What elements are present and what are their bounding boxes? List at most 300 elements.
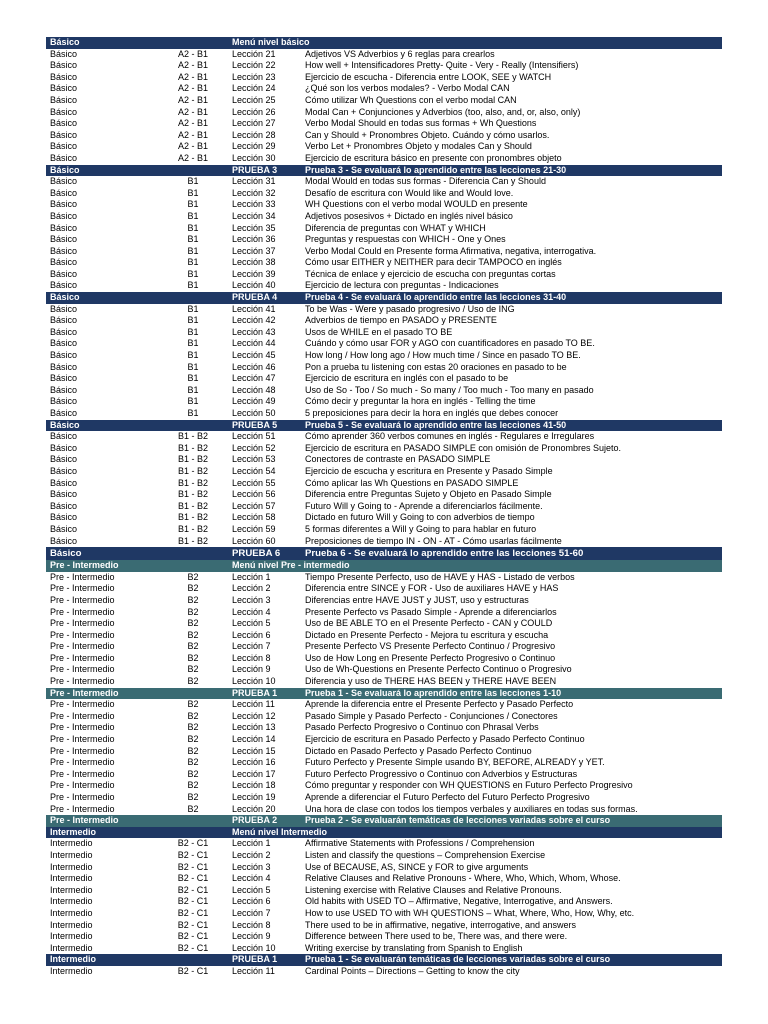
cefr-cell [158, 560, 228, 572]
level-cell: Intermedio [50, 907, 93, 918]
cefr-cell: B2 - C1 [177, 907, 209, 918]
topic-cell: Uso de BE ABLE TO en el Presente Perfecto - CAN y COULD [305, 618, 553, 629]
topic-cell: Diferencias entre HAVE JUST y JUST, uso y estructuras [305, 594, 529, 605]
lesson-cell: Lección 9 [232, 664, 271, 675]
lesson-cell: Lección 6 [232, 629, 271, 640]
table-row [46, 83, 722, 95]
lesson-cell: Lección 10 [232, 676, 276, 687]
topic-cell: Writing exercise by translating from Spanish to English [305, 942, 523, 953]
level-cell: Intermedio [50, 965, 93, 976]
lesson-cell: Lección 6 [232, 896, 271, 907]
level-cell: Básico [50, 326, 78, 337]
level-cell: Intermedio [50, 919, 93, 930]
cefr-cell: B2 [187, 641, 199, 652]
lesson-cell: Menú nivel básico [232, 37, 310, 47]
section-header-row [46, 547, 722, 560]
level-cell: Básico [50, 315, 78, 326]
table-row [46, 130, 722, 142]
table-row [46, 72, 722, 84]
lesson-cell: Lección 32 [232, 187, 276, 198]
level-cell: Básico [50, 384, 78, 395]
lesson-cell: Lección 41 [232, 303, 276, 314]
table-row [46, 385, 722, 397]
table-row [46, 734, 722, 746]
table-row [46, 478, 722, 490]
topic-cell: Ejercicio de escritura en inglés con el pasado to be [305, 373, 509, 384]
level-cell: Pre - Intermedio [50, 687, 119, 698]
topic-cell: Uso de Wh-Questions en Presente Perfecto Continuo o Progresivo [305, 664, 572, 675]
level-cell: Básico [50, 454, 78, 465]
cefr-cell [158, 954, 228, 966]
level-cell: Pre - Intermedio [50, 722, 115, 733]
lesson-cell: Lección 58 [232, 512, 276, 523]
topic-cell: To be Was - Were y pasado progresivo / Uso de ING [305, 303, 515, 314]
level-cell: Pre - Intermedio [50, 571, 115, 582]
level-cell: Básico [50, 48, 78, 59]
lesson-cell: Lección 42 [232, 315, 276, 326]
topic-cell: Can y Should + Pronombres Objeto. Cuándo y cómo usarlos. [305, 129, 550, 140]
topic-cell: Cómo preguntar y responder con WH QUESTIONS en Futuro Perfecto Progresivo [305, 780, 633, 791]
cefr-cell: B2 [187, 699, 199, 710]
cefr-cell [158, 827, 228, 839]
cefr-cell: A2 - B1 [177, 71, 208, 82]
level-cell: Básico [50, 60, 78, 71]
level-cell: Intermedio [50, 942, 93, 953]
topic-cell: Diferencia entre Preguntas Sujeto y Objeto en Pasado Simple [305, 489, 552, 500]
lesson-cell: Lección 38 [232, 257, 276, 268]
lesson-cell: Lección 33 [232, 199, 276, 210]
topic-cell: Conectores de contraste en PASADO SIMPLE [305, 454, 491, 465]
level-cell: Pre - Intermedio [50, 560, 119, 571]
table-row [46, 595, 722, 607]
cefr-cell: B1 [187, 280, 199, 291]
level-cell: Básico [50, 361, 78, 372]
level-cell: Pre - Intermedio [50, 676, 115, 687]
level-cell: Básico [50, 222, 78, 233]
level-cell: Pre - Intermedio [50, 803, 115, 814]
section-header-row [46, 560, 722, 572]
level-cell: Básico [50, 129, 78, 140]
level-cell: Intermedio [50, 884, 93, 895]
level-cell: Básico [50, 37, 80, 47]
table-row [46, 512, 722, 524]
topic-cell: Una hora de clase con todos los tiempos verbales y auxiliares en todas sus formas. [305, 803, 638, 814]
cefr-cell: B2 [187, 629, 199, 640]
cefr-cell: B2 - C1 [177, 849, 209, 860]
topic-cell: Prueba 4 - Se evaluará lo aprendido entre las lecciones 31-40 [305, 292, 567, 303]
level-cell: Intermedio [50, 849, 93, 860]
cefr-cell: B1 [187, 176, 199, 187]
cefr-cell: B2 [187, 676, 199, 687]
cefr-cell: B2 [187, 757, 199, 768]
cefr-cell: B1 - B2 [177, 442, 208, 453]
topic-cell: Ejercicio de escritura en Pasado Perfecto y Pasado Perfecto Continuo [305, 734, 585, 745]
cefr-cell: B1 [187, 210, 199, 221]
lesson-cell: Lección 7 [232, 907, 271, 918]
lesson-cell: Lección 3 [232, 861, 271, 872]
cefr-cell: B1 [187, 326, 199, 337]
topic-cell: Modal Would en todas sus formas - Diferencia Can y Should [305, 176, 546, 187]
level-cell: Intermedio [50, 954, 97, 965]
table-row [46, 246, 722, 258]
lesson-cell: Lección 5 [232, 884, 271, 895]
level-cell: Pre - Intermedio [50, 792, 115, 802]
table-row [46, 966, 722, 978]
level-cell: Básico [50, 268, 78, 279]
level-cell: Básico [50, 489, 78, 500]
level-cell: Pre - Intermedio [50, 652, 115, 663]
cefr-cell: B2 [187, 803, 199, 814]
table-row [46, 746, 722, 758]
table-row [46, 804, 722, 816]
level-cell: Pre - Intermedio [50, 606, 115, 617]
topic-cell: Listening exercise with Relative Clauses and Relative Pronouns. [305, 884, 562, 895]
level-cell: Pre - Intermedio [50, 618, 115, 629]
level-cell: Básico [50, 465, 78, 476]
table-row [46, 792, 722, 804]
lesson-cell: Lección 53 [232, 454, 276, 465]
topic-cell: Listen and classify the questions – Comprehension Exercise [305, 849, 546, 860]
cefr-cell: B2 [187, 768, 199, 779]
topic-cell: Modal Can + Conjunciones y Adverbios (too, also, and, or, also, only) [305, 106, 581, 117]
topic-cell: Ejercicio de lectura con preguntas - Indicaciones [305, 280, 499, 291]
level-cell: Básico [50, 257, 78, 268]
cefr-cell: B1 [187, 350, 199, 361]
cefr-cell: A2 - B1 [177, 141, 208, 152]
cefr-cell: B1 - B2 [177, 535, 208, 546]
lesson-cell: Lección 1 [232, 838, 271, 849]
course-table [46, 37, 722, 978]
cefr-cell: B2 - C1 [177, 838, 209, 849]
topic-cell: How well + Intensificadores Pretty- Quite - Very - Really (Intensifiers) [305, 60, 579, 71]
topic-cell: Presente Perfecto VS Presente Perfecto Continuo / Progresivo [305, 641, 556, 652]
topic-cell: Aprende la diferencia entre el Presente Perfecto y Pasado Perfecto [305, 699, 574, 710]
table-row [46, 501, 722, 513]
topic-cell: Diferencia y uso de THERE HAS BEEN y THERE HAVE BEEN [305, 676, 557, 687]
cefr-cell: B2 [187, 792, 199, 802]
cefr-cell: B2 - C1 [177, 965, 209, 976]
cefr-cell [158, 688, 228, 700]
level-cell: Básico [50, 373, 78, 384]
lesson-cell: Lección 3 [232, 594, 271, 605]
cefr-cell: B2 [187, 618, 199, 629]
cefr-cell: B1 [187, 257, 199, 268]
cefr-cell: B2 [187, 606, 199, 617]
cefr-cell: B1 [187, 187, 199, 198]
topic-cell: Cómo aplicar las Wh Questions en PASADO SIMPLE [305, 477, 519, 488]
level-cell: Pre - Intermedio [50, 641, 115, 652]
table-row [46, 943, 722, 955]
level-cell: Básico [50, 431, 78, 442]
cefr-cell [158, 420, 228, 432]
cefr-cell: B1 - B2 [177, 500, 208, 511]
section-header-row [46, 815, 722, 827]
table-row [46, 641, 722, 653]
level-cell: Básico [50, 548, 82, 560]
table-row [46, 257, 722, 269]
table-row [46, 920, 722, 932]
lesson-cell: Lección 11 [232, 699, 275, 710]
section-header-row [46, 688, 722, 700]
level-cell: Básico [50, 210, 78, 221]
lesson-cell: Lección 51 [232, 431, 276, 442]
lesson-cell: Lección 46 [232, 361, 276, 372]
table-row [46, 838, 722, 850]
lesson-cell: Lección 5 [232, 618, 271, 629]
cefr-cell: A2 - B1 [177, 83, 208, 94]
level-cell: Básico [50, 164, 80, 175]
lesson-cell: Lección 29 [232, 141, 276, 152]
lesson-cell: PRUEBA 2 [232, 815, 278, 826]
cefr-cell: B1 [187, 361, 199, 372]
section-header-row [46, 954, 722, 966]
cefr-cell [158, 165, 228, 177]
topic-cell: Prueba 5 - Se evaluará lo aprendido entre las lecciones 41-50 [305, 419, 567, 430]
cefr-cell: A2 - B1 [177, 60, 208, 71]
table-row [46, 676, 722, 688]
lesson-cell: Lección 50 [232, 408, 276, 418]
cefr-cell: A2 - B1 [177, 106, 208, 117]
topic-cell: Prueba 1 - Se evaluará lo aprendido entre las lecciones 1-10 [305, 687, 562, 698]
lesson-cell: Lección 26 [232, 106, 276, 117]
table-row [46, 280, 722, 292]
lesson-cell: Lección 21 [232, 48, 276, 59]
table-row [46, 315, 722, 327]
table-row [46, 618, 722, 630]
table-row [46, 443, 722, 455]
table-row [46, 711, 722, 723]
cefr-cell: B2 - C1 [177, 873, 209, 884]
level-cell: Básico [50, 419, 80, 430]
section-header-row [46, 37, 722, 49]
section-header-row [46, 292, 722, 304]
table-row [46, 607, 722, 619]
cefr-cell [158, 37, 228, 49]
table-row [46, 431, 722, 443]
cefr-cell: B2 - C1 [177, 919, 209, 930]
level-cell: Pre - Intermedio [50, 768, 115, 779]
topic-cell: Affirmative Statements with Professions / Comprehension [305, 838, 535, 849]
lesson-cell: Lección 57 [232, 500, 276, 511]
topic-cell: WH Questions con el verbo modal WOULD en presente [305, 199, 528, 210]
lesson-cell: Lección 14 [232, 734, 276, 745]
topic-cell: Usos de WHILE en el pasado TO BE [305, 326, 453, 337]
cefr-cell: A2 - B1 [177, 129, 208, 140]
level-cell: Intermedio [50, 931, 93, 942]
lesson-cell: Lección 8 [232, 919, 271, 930]
lesson-cell: Lección 20 [232, 803, 276, 814]
cefr-cell: B1 [187, 245, 199, 256]
topic-cell: Cómo usar EITHER y NEITHER para decir TAMPOCO en inglés [305, 257, 562, 268]
lesson-cell: Lección 9 [232, 931, 271, 942]
lesson-cell: Lección 44 [232, 338, 276, 349]
table-row [46, 489, 722, 501]
cefr-cell: A2 - B1 [177, 152, 208, 163]
lesson-cell: Menú nivel Pre - intermedio [232, 560, 350, 571]
level-cell: Intermedio [50, 896, 93, 907]
level-cell: Básico [50, 94, 78, 105]
topic-cell: Futuro Perfecto Progressivo o Continuo con Adverbios y Estructuras [305, 768, 578, 779]
topic-cell: Ejercicio de escucha y escritura en Presente y Pasado Simple [305, 465, 553, 476]
level-cell: Básico [50, 512, 78, 523]
table-row [46, 304, 722, 316]
lesson-cell: PRUEBA 6 [232, 548, 281, 560]
topic-cell [301, 827, 722, 839]
lesson-cell: Lección 31 [232, 176, 276, 187]
cefr-cell: B1 - B2 [177, 431, 208, 442]
table-row [46, 862, 722, 874]
topic-cell: ¿Qué son los verbos modales? - Verbo Modal CAN [305, 83, 510, 94]
cefr-cell: A2 - B1 [177, 48, 208, 59]
topic-cell: Ejercicio de escucha - Diferencia entre LOOK, SEE y WATCH [305, 71, 552, 82]
level-cell: Pre - Intermedio [50, 734, 115, 745]
cefr-cell: B1 - B2 [177, 477, 208, 488]
table-row [46, 885, 722, 897]
level-cell: Intermedio [50, 826, 97, 837]
level-cell: Básico [50, 152, 78, 163]
topic-cell: Pasado Simple y Pasado Perfecto - Conjunciones / Conectores [305, 710, 558, 721]
table-row [46, 524, 722, 536]
level-cell: Básico [50, 106, 78, 117]
lesson-cell: Lección 16 [232, 757, 276, 768]
table-row [46, 269, 722, 281]
cefr-cell: A2 - B1 [177, 94, 208, 105]
level-cell: Básico [50, 396, 78, 407]
topic-cell: Tiempo Presente Perfecto, uso de HAVE y HAS - Listado de verbos [305, 571, 575, 582]
topic-cell: Adverbios de tiempo en PASADO y PRESENTE [305, 315, 497, 326]
lesson-cell: Lección 59 [232, 523, 276, 534]
lesson-cell: PRUEBA 1 [232, 954, 278, 965]
level-cell: Básico [50, 408, 78, 418]
lesson-cell: Lección 49 [232, 396, 276, 407]
lesson-cell: Lección 45 [232, 350, 276, 361]
cefr-cell: B1 - B2 [177, 512, 208, 523]
level-cell: Básico [50, 477, 78, 488]
topic-cell: Prueba 2 - Se evaluarán temáticas de lecciones variadas sobre el curso [305, 815, 611, 826]
topic-cell: Técnica de enlace y ejercicio de escucha con preguntas cortas [305, 268, 556, 279]
topic-cell: Ejercicio de escritura en PASADO SIMPLE con omisión de Pronombres Sujeto. [305, 442, 621, 453]
topic-cell: Cardinal Points – Directions – Getting to know the city [305, 965, 520, 976]
lesson-cell: Lección 39 [232, 268, 276, 279]
table-row [46, 118, 722, 130]
cefr-cell [158, 292, 228, 304]
lesson-cell: Lección 10 [232, 942, 276, 953]
topic-cell: Futuro Perfecto y Presente Simple usando BY, BEFORE, ALREADY y YET. [305, 757, 605, 768]
lesson-cell: Lección 1 [232, 571, 271, 582]
level-cell: Básico [50, 199, 78, 210]
topic-cell: Cómo aprender 360 verbos comunes en inglés - Regulares e Irregulares [305, 431, 595, 442]
topic-cell: 5 preposiciones para decir la hora en inglés que debes conocer [305, 408, 559, 418]
lesson-cell: Lección 25 [232, 94, 276, 105]
table-row [46, 536, 722, 548]
cefr-cell: B1 [187, 315, 199, 326]
cefr-cell: B1 [187, 268, 199, 279]
cefr-cell [158, 815, 228, 827]
topic-cell: Dictado en Presente Perfecto - Mejora tu escritura y escucha [305, 629, 549, 640]
table-row [46, 60, 722, 72]
section-header-row [46, 165, 722, 177]
level-cell: Intermedio [50, 873, 93, 884]
table-row [46, 107, 722, 119]
cefr-cell: B1 [187, 373, 199, 384]
cefr-cell: B2 [187, 664, 199, 675]
cefr-cell: B2 [187, 722, 199, 733]
lesson-cell: Lección 17 [232, 768, 276, 779]
table-row [46, 757, 722, 769]
lesson-cell: Lección 54 [232, 465, 276, 476]
level-cell: Básico [50, 535, 78, 546]
level-cell: Básico [50, 245, 78, 256]
lesson-cell: Lección 30 [232, 152, 276, 163]
level-cell: Pre - Intermedio [50, 710, 115, 721]
topic-cell: Difference between There used to be, There was, and there were. [305, 931, 568, 942]
topic-cell: How long / How long ago / How much time / Since en pasado TO BE. [305, 350, 581, 361]
table-row [46, 408, 722, 420]
cefr-cell: B2 [187, 583, 199, 594]
lesson-cell: Lección 22 [232, 60, 276, 71]
lesson-cell: PRUEBA 1 [232, 687, 278, 698]
lesson-cell: Lección 24 [232, 83, 276, 94]
cefr-cell: B1 - B2 [177, 454, 208, 465]
table-row [46, 362, 722, 374]
table-row [46, 653, 722, 665]
level-cell: Básico [50, 71, 78, 82]
level-cell: Básico [50, 280, 78, 291]
lesson-cell: Lección 19 [232, 792, 276, 802]
section-header-row [46, 827, 722, 839]
topic-cell: Diferencia de preguntas con WHAT y WHICH [305, 222, 486, 233]
lesson-cell: Lección 11 [232, 965, 275, 976]
topic-cell: Diferencia entre SINCE y FOR - Uso de auxiliares HAVE y HAS [305, 583, 559, 594]
lesson-cell: Lección 28 [232, 129, 276, 140]
table-row [46, 141, 722, 153]
level-cell: Básico [50, 350, 78, 361]
topic-cell [301, 37, 722, 49]
table-row [46, 908, 722, 920]
table-row [46, 199, 722, 211]
lesson-cell: Lección 23 [232, 71, 276, 82]
topic-cell [301, 560, 722, 572]
topic-cell: Preguntas y respuestas con WHICH - One y Ones [305, 234, 506, 245]
lesson-cell: Lección 37 [232, 245, 276, 256]
lesson-cell: Lección 18 [232, 780, 276, 791]
level-cell: Básico [50, 234, 78, 245]
lesson-cell: Lección 52 [232, 442, 276, 453]
table-row [46, 211, 722, 223]
lesson-cell: Lección 12 [232, 710, 276, 721]
topic-cell: Adjetivos VS Adverbios y 6 reglas para crearlos [305, 48, 495, 59]
topic-cell: Ejercicio de escritura básico en presente con pronombres objeto [305, 152, 562, 163]
topic-cell: Cómo utilizar Wh Questions con el verbo modal CAN [305, 94, 517, 105]
cefr-cell: B1 - B2 [177, 465, 208, 476]
level-cell: Pre - Intermedio [50, 629, 115, 640]
level-cell: Básico [50, 118, 78, 129]
lesson-cell: Lección 34 [232, 210, 276, 221]
cefr-cell: B2 - C1 [177, 931, 209, 942]
level-cell: Básico [50, 442, 78, 453]
cefr-cell: B1 - B2 [177, 489, 208, 500]
level-cell: Básico [50, 303, 78, 314]
topic-cell: Prueba 3 - Se evaluará lo aprendido entre las lecciones 21-30 [305, 164, 567, 175]
lesson-cell: PRUEBA 5 [232, 419, 278, 430]
level-cell: Básico [50, 141, 78, 152]
lesson-cell: Lección 48 [232, 384, 276, 395]
topic-cell: Pon a prueba tu listening con estas 20 oraciones en pasado to be [305, 361, 567, 372]
topic-cell: Old habits with USED TO – Affirmative, Negative, Interrogative, and Answers. [305, 896, 613, 907]
table-row [46, 350, 722, 362]
lesson-cell: Lección 2 [232, 583, 271, 594]
table-row [46, 153, 722, 165]
